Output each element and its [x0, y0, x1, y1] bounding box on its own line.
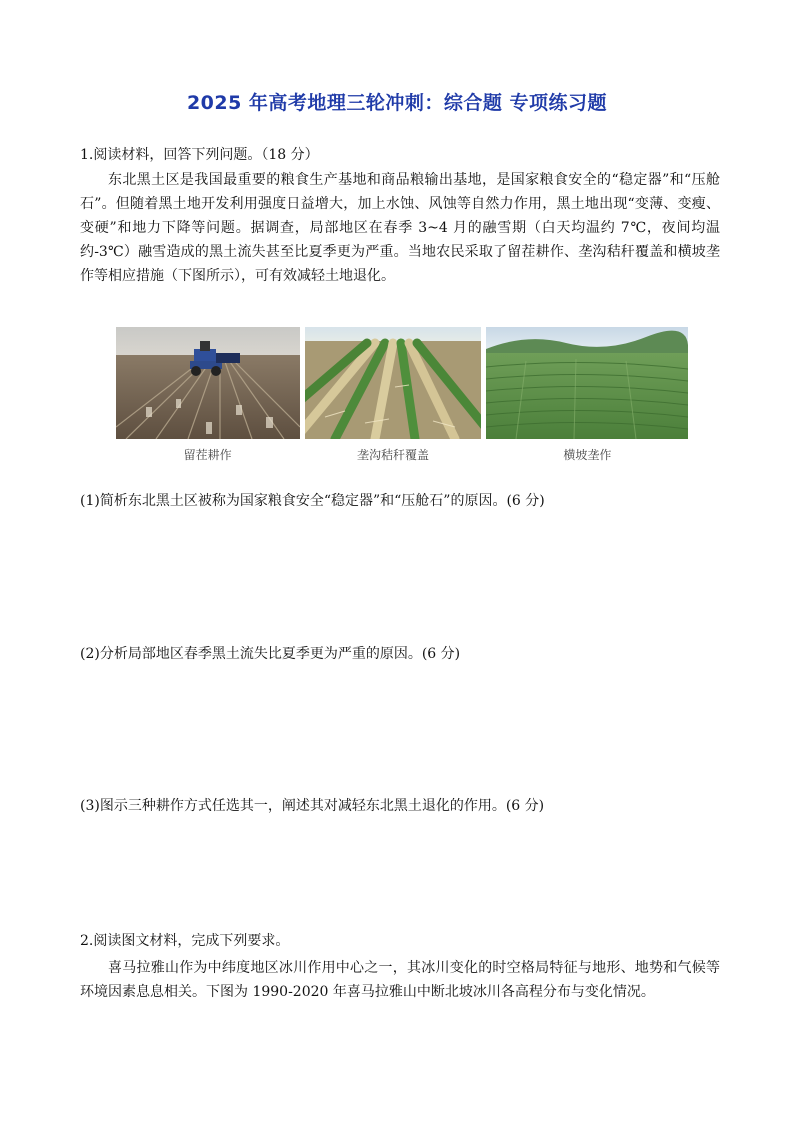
contour-ridge-photo	[486, 327, 688, 439]
question-2-material: 喜马拉雅山作为中纬度地区冰川作用中心之一，其冰川变化的时空格局特征与地形、地势和气候等环境因素息息相关。下图为 1990-2020 年喜马拉雅山中断北坡冰川各高程分布与变化情况。	[80, 960, 720, 1000]
question-1-material: 东北黑土区是我国最重要的粮食生产基地和商品粮输出基地，是国家粮食安全的“稳定器”和“压舱石”。但随着黑土地开发利用强度日益增大，加上水蚀、风蚀等自然力作用，黑土地出现“变薄、变瘦、变硬”和地力下降等问题。据调查，局部地区在春季 3~4 月的融雪期（白天均温约 7℃，夜间均温约-3℃）融雪造成的黑土流失甚至比夏季更为严重。当地农民采取了留茬耕作、垄沟秸秆覆盖和横坡垄作等相应措施（下图所示），可有效减轻土地退化。	[80, 172, 720, 284]
caption-contour-ridge: 横坡垄作	[563, 448, 612, 462]
question-1-heading: 1.阅读材料，回答下列问题。（18 分）	[80, 147, 319, 163]
question-1-sub-1: (1)简析东北黑土区被称为国家粮食安全“稳定器”和“压舱石”的原因。(6 分)	[80, 493, 545, 509]
question-1-sub-2: (2)分析局部地区春季黑土流失比夏季更为严重的原因。(6 分)	[80, 646, 461, 662]
photo-captions	[116, 446, 688, 463]
question-2-heading: 2.阅读图文材料，完成下列要求。	[80, 933, 290, 949]
document-title: 2025 年高考地理三轮冲刺：综合题 专项练习题	[186, 92, 608, 114]
photo-row	[116, 327, 688, 439]
straw-mulch-photo	[305, 327, 481, 439]
caption-straw-mulch: 垄沟秸秆覆盖	[357, 448, 430, 462]
tractor-field-photo	[116, 327, 300, 439]
question-1-sub-3: (3)图示三种耕作方式任选其一，阐述其对减轻东北黑土退化的作用。(6 分)	[80, 798, 545, 814]
caption-stubble-tillage: 留茬耕作	[183, 448, 232, 462]
